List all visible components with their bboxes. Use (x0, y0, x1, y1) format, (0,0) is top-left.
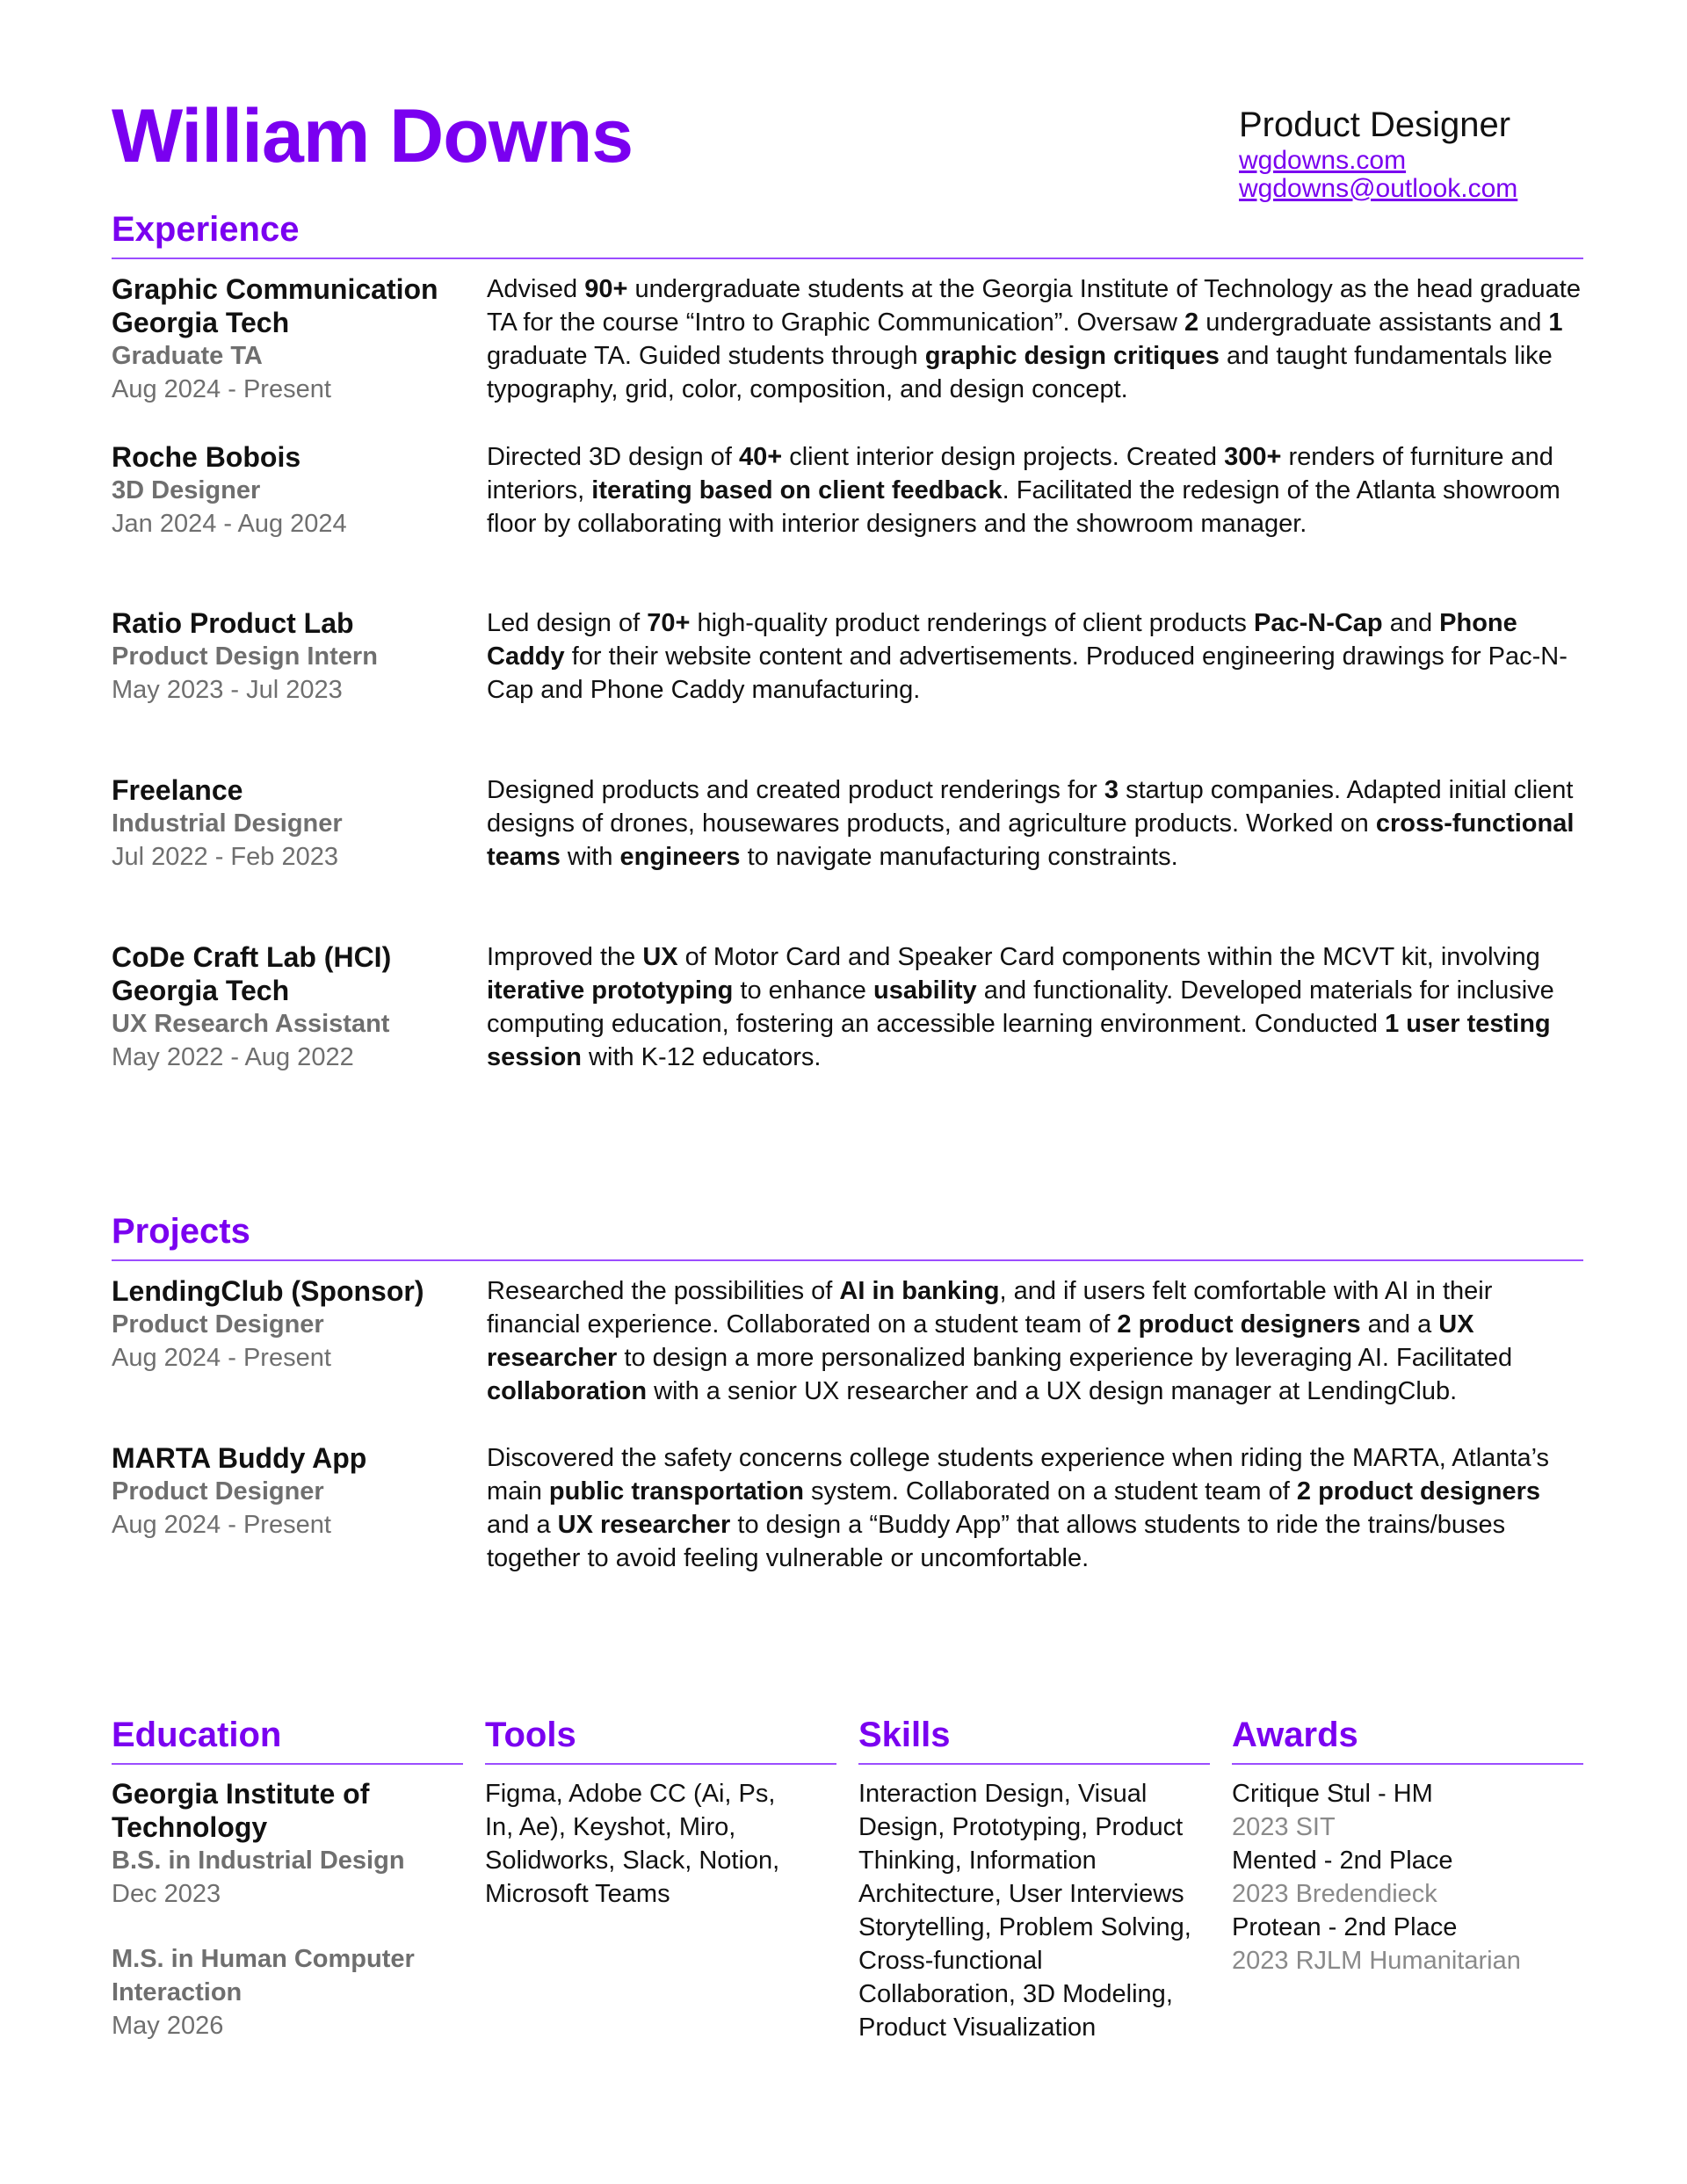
contact-block (1239, 103, 1590, 203)
entry-description: Designed products and created product renderings for 3 startup companies. Adapted initial client designs of drones, housewares products, and agriculture products. Worked on cross-functional teams with engineers to navigate manufacturing constraints. (487, 776, 1575, 871)
entry-title: Product Designer (112, 1477, 324, 1506)
candidate-name: William Downs (112, 94, 634, 178)
award-event: 2023 RJLM Humanitarian (1232, 1947, 1521, 1975)
entry-org: Graphic Communication (112, 273, 438, 305)
tools-title: Tools (485, 1716, 576, 1754)
job-role: Product Designer (1239, 105, 1511, 144)
email-link[interactable]: wgdowns@outlook.com (1239, 174, 1518, 203)
entry-title: UX Research Assistant (112, 1010, 390, 1038)
award-name: Mented - 2nd Place (1232, 1847, 1453, 1875)
entry-org-secondary: Georgia Tech (112, 307, 290, 338)
degree-master: M.S. in Human Computer Interaction (112, 1945, 415, 2006)
entry-dates: May 2022 - Aug 2022 (112, 1043, 354, 1071)
entry-description: Advised 90+ undergraduate students at the Georgia Institute of Technology as the head graduate TA for the course “Intro to Graphic Communication”. Oversaw 2 undergraduate assistants and 1 graduate TA. Guided students through graphic design critiques and taught fundamentals like typography, grid, color, composition, and design concept. (487, 275, 1581, 403)
entry-org: LendingClub (Sponsor) (112, 1275, 424, 1307)
tools-list: Figma, Adobe CC (Ai, Ps, In, Ae), Keyshot, Miro, Solidworks, Slack, Notion, Microsoft Teams (485, 1780, 780, 1908)
awards-column (1232, 1714, 1583, 1977)
entry-dates: Jan 2024 - Aug 2024 (112, 510, 347, 538)
experience-heading (112, 208, 1583, 259)
degree-bachelor: B.S. in Industrial Design (112, 1847, 405, 1875)
skills-list: Interaction Design, Visual Design, Prototyping, Product Thinking, Information Architecture, User Interviews Storytelling, Problem Solving, Cross-functional Collaboration, 3D Modeling, Product Visualization (858, 1780, 1191, 2042)
entry-dates: Jul 2022 - Feb 2023 (112, 843, 338, 871)
entry-description: Directed 3D design of 40+ client interior design projects. Created 300+ renders of furniture and interiors, iterating based on client feedback. Facilitated the redesign of the Atlanta showroom floor by collaborating with interior designers and the showroom manager. (487, 443, 1560, 538)
entry-title: Industrial Designer (112, 809, 343, 838)
entry-org: MARTA Buddy App (112, 1442, 367, 1474)
education-title: Education (112, 1716, 282, 1754)
award-name: Critique Stul - HM (1232, 1780, 1433, 1808)
projects-heading (112, 1210, 1583, 1261)
entry-title: Product Design Intern (112, 642, 378, 671)
entry-org: Ratio Product Lab (112, 607, 354, 639)
entry-org: CoDe Craft Lab (HCI) (112, 941, 392, 973)
award-event: 2023 SIT (1232, 1813, 1336, 1841)
entry-description: Researched the possibilities of AI in banking, and if users felt comfortable with AI in their financial experience. Collaborated on a student team of 2 product designers and a UX researcher to design a more personalized banking experience by leveraging AI. Facilitated collaboration with a senior UX researcher and a UX design manager at LendingClub. (487, 1277, 1513, 1405)
award-event: 2023 Bredendieck (1232, 1880, 1437, 1908)
entry-dates: May 2023 - Jul 2023 (112, 676, 343, 704)
award-name: Protean - 2nd Place (1232, 1913, 1458, 1941)
projects-title: Projects (112, 1212, 250, 1251)
entry-title: Graduate TA (112, 342, 263, 370)
experience-title: Experience (112, 210, 300, 249)
skills-title: Skills (858, 1716, 951, 1754)
website-link[interactable]: wgdowns.com (1239, 146, 1407, 175)
entry-dates: Aug 2024 - Present (112, 375, 331, 403)
entry-description: Led design of 70+ high-quality product renderings of client products Pac-N-Cap and Phone Caddy for their website content and advertisements. Produced engineering drawings for Pac-N-Cap and Phone Caddy manufacturing. (487, 609, 1568, 704)
education-column (112, 1714, 463, 2043)
school-name: Georgia Institute of Technology (112, 1778, 370, 1843)
entry-description: Improved the UX of Motor Card and Speaker Card components within the MCVT kit, involving iterative prototyping to enhance usability and functionality. Developed materials for inclusive computing education, fostering an accessible learning environment. Conducted 1 user testing session with K-12 educators. (487, 943, 1554, 1071)
entry-dates: Aug 2024 - Present (112, 1344, 331, 1372)
degree-bachelor-date: Dec 2023 (112, 1880, 221, 1908)
entry-title: Product Designer (112, 1310, 324, 1339)
entry-org-secondary: Georgia Tech (112, 975, 290, 1006)
skills-column (858, 1714, 1210, 2044)
entry-org: Freelance (112, 774, 243, 806)
degree-master-date: May 2026 (112, 2012, 224, 2040)
entry-org: Roche Bobois (112, 441, 301, 473)
entry-description: Discovered the safety concerns college students experience when riding the MARTA, Atlanta’s main public transportation system. Collaborated on a student team of 2 product designers and a UX researcher to design a “Buddy App” that allows students to ride the trains/buses together to avoid feeling vulnerable or uncomfortable. (487, 1444, 1549, 1572)
tools-column (485, 1714, 836, 1911)
awards-title: Awards (1232, 1716, 1358, 1754)
entry-dates: Aug 2024 - Present (112, 1511, 331, 1539)
entry-title: 3D Designer (112, 476, 261, 504)
